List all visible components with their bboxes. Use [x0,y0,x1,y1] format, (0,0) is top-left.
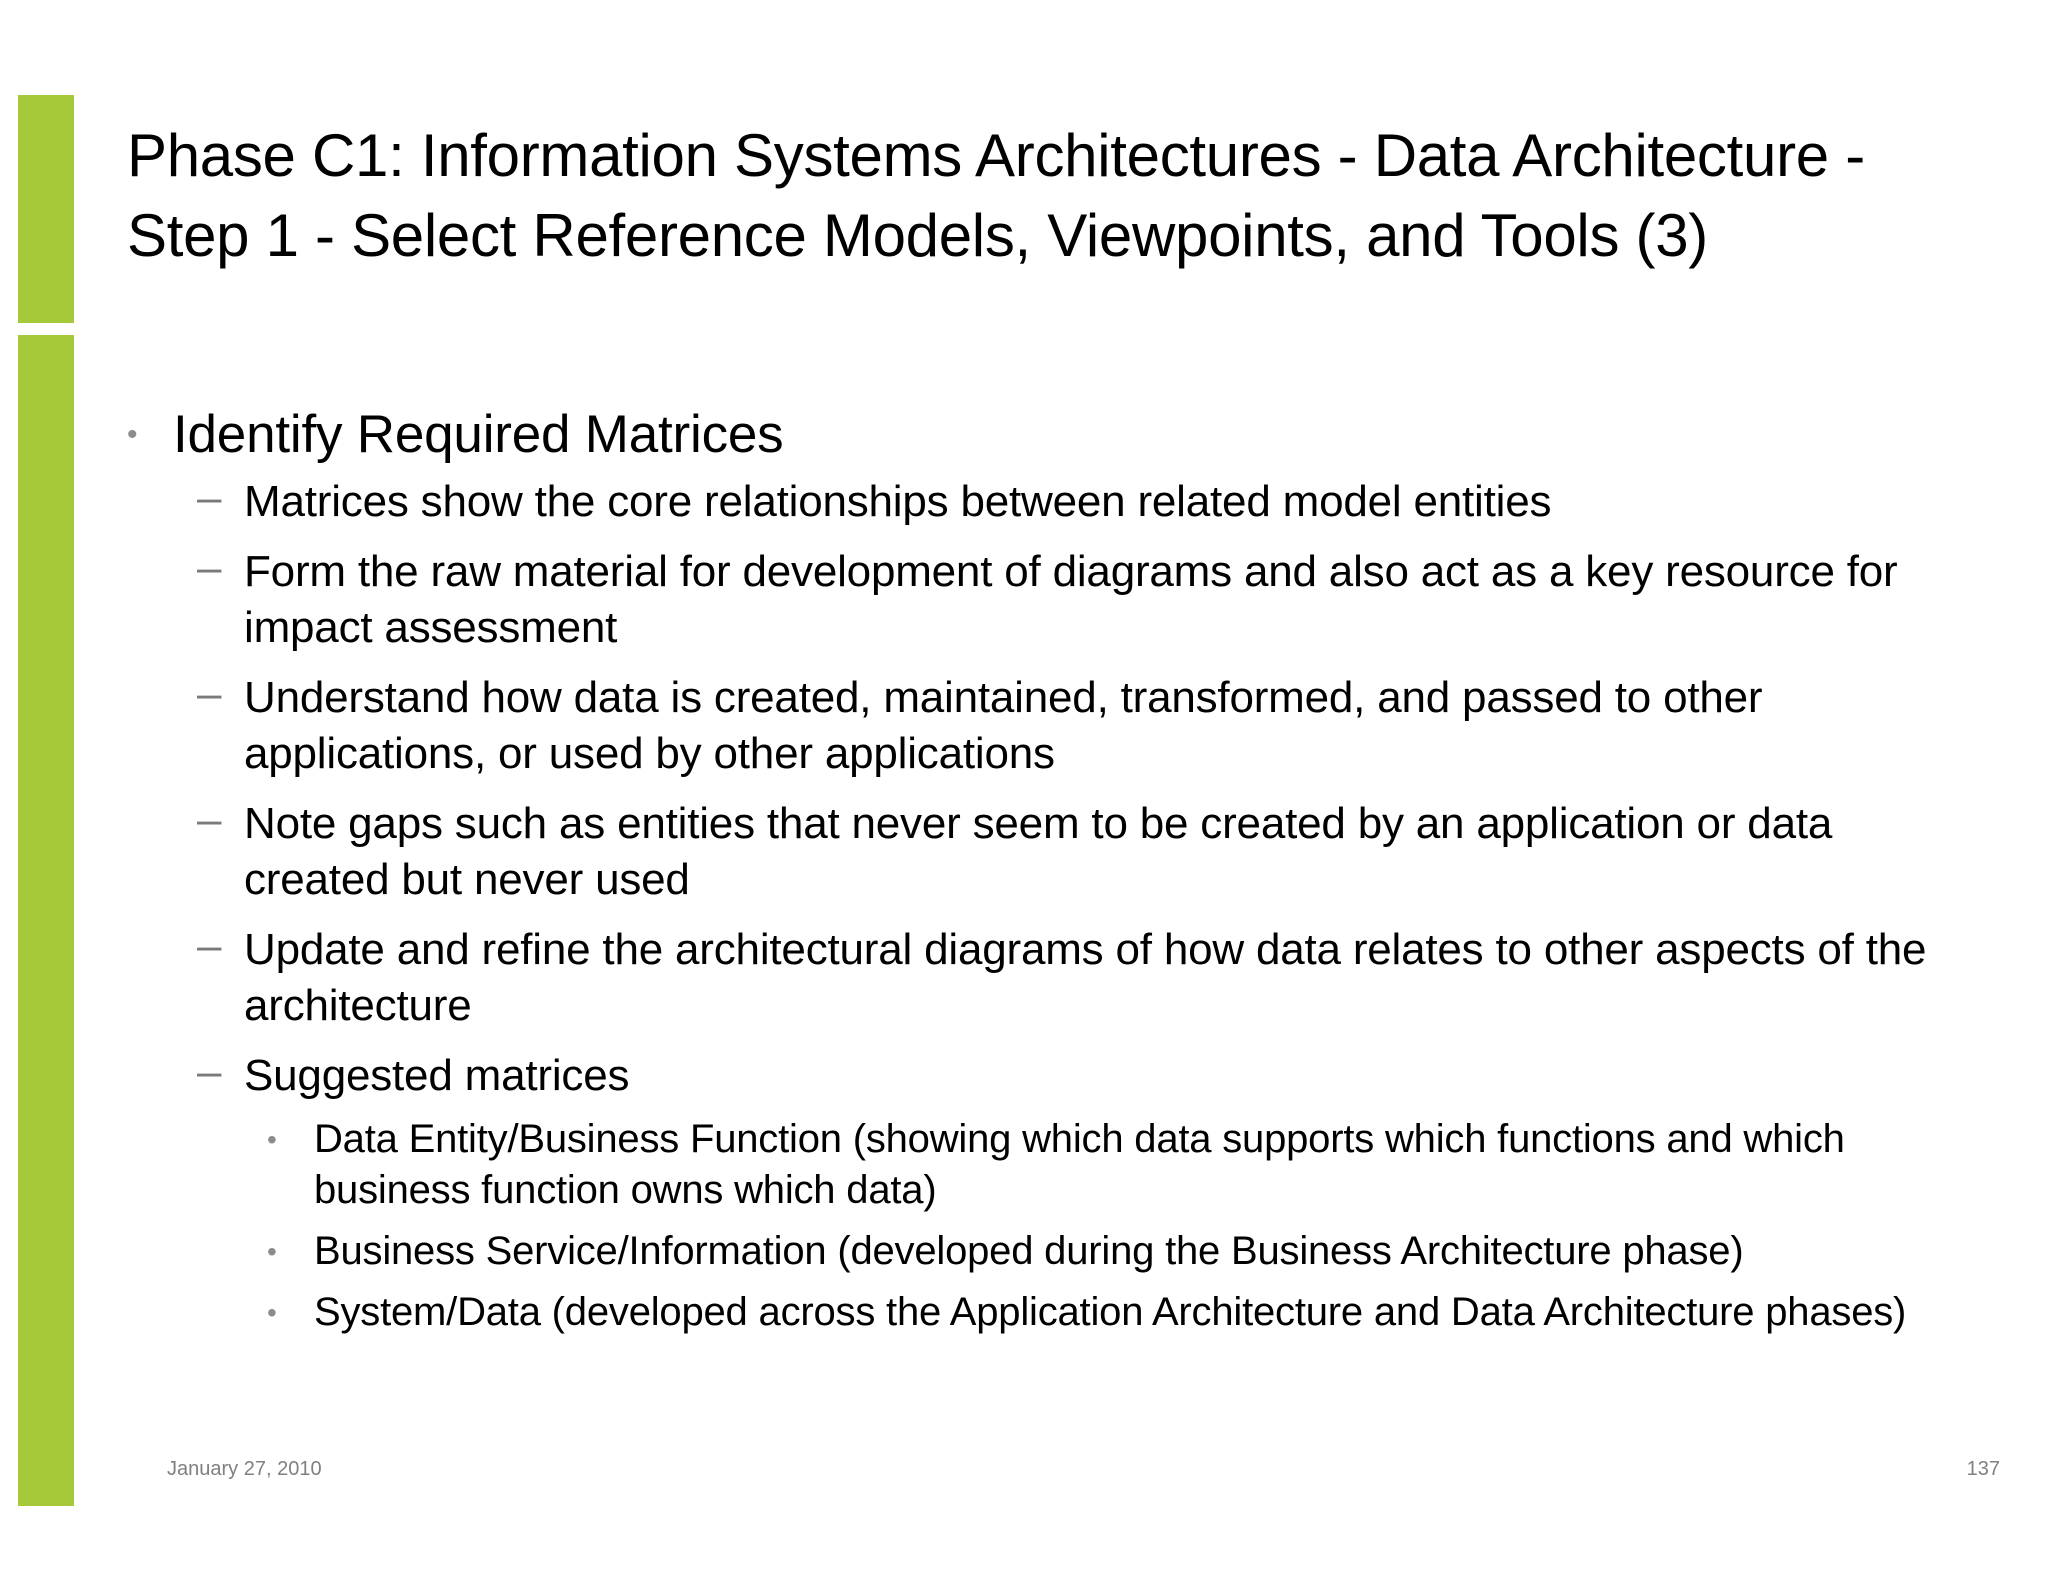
sub-point-text: Note gaps such as entities that never seem to be created by an application or data created but never used [244,799,1833,904]
bullet-icon: • [267,1297,277,1328]
dash-icon: – [197,473,222,522]
footer-date: January 27, 2010 [167,1458,322,1480]
sub-point-text: Update and refine the architectural diagrams of how data relates to other aspects of the architecture [244,925,1927,1030]
matrix-item [127,1114,1987,1216]
sub-point [127,544,1987,656]
bullet-heading-text: Identify Required Matrices [173,405,784,464]
bullet-icon: • [267,1236,277,1267]
matrix-item-text: System/Data (developed across the Application Architecture and Data Architecture phases) [314,1290,1907,1334]
sub-point-list [127,474,1987,1104]
sub-point [127,796,1987,908]
dash-icon: – [197,669,222,718]
sub-point [127,922,1987,1034]
slide-title: Phase C1: Information Systems Architectures - Data Architecture - Step 1 - Select Reference Models, Viewpoints, and Tools (3) [127,122,1865,269]
slide-content [127,400,1987,1338]
dash-icon: – [197,795,222,844]
dash-icon: – [197,1047,222,1096]
bullet-icon: • [267,1124,277,1155]
dash-icon: – [197,543,222,592]
sub-point [127,1048,1987,1104]
accent-bar-top [18,95,74,323]
sub-point-text: Understand how data is created, maintained, transformed, and passed to other applications, or used by other applications [244,673,1763,778]
sub-point [127,474,1987,530]
dash-icon: – [197,921,222,970]
accent-bar-bottom [18,335,74,1506]
matrix-list [127,1114,1987,1338]
sub-point-text: Matrices show the core relationships between related model entities [244,477,1552,526]
matrix-item-text: Data Entity/Business Function (showing which data supports which functions and which business function owns which data) [314,1117,1845,1212]
matrix-item [127,1226,1987,1277]
page-number: 137 [1966,1458,2000,1480]
sub-point [127,670,1987,782]
bullet-heading [127,400,1987,470]
matrix-item-text: Business Service/Information (developed during the Business Architecture phase) [314,1229,1744,1273]
sub-point-text: Suggested matrices [244,1051,630,1100]
sub-point-text: Form the raw material for development of diagrams and also act as a key resource for impact assessment [244,547,1898,652]
matrix-item [127,1287,1987,1338]
bullet-icon: • [127,418,138,451]
